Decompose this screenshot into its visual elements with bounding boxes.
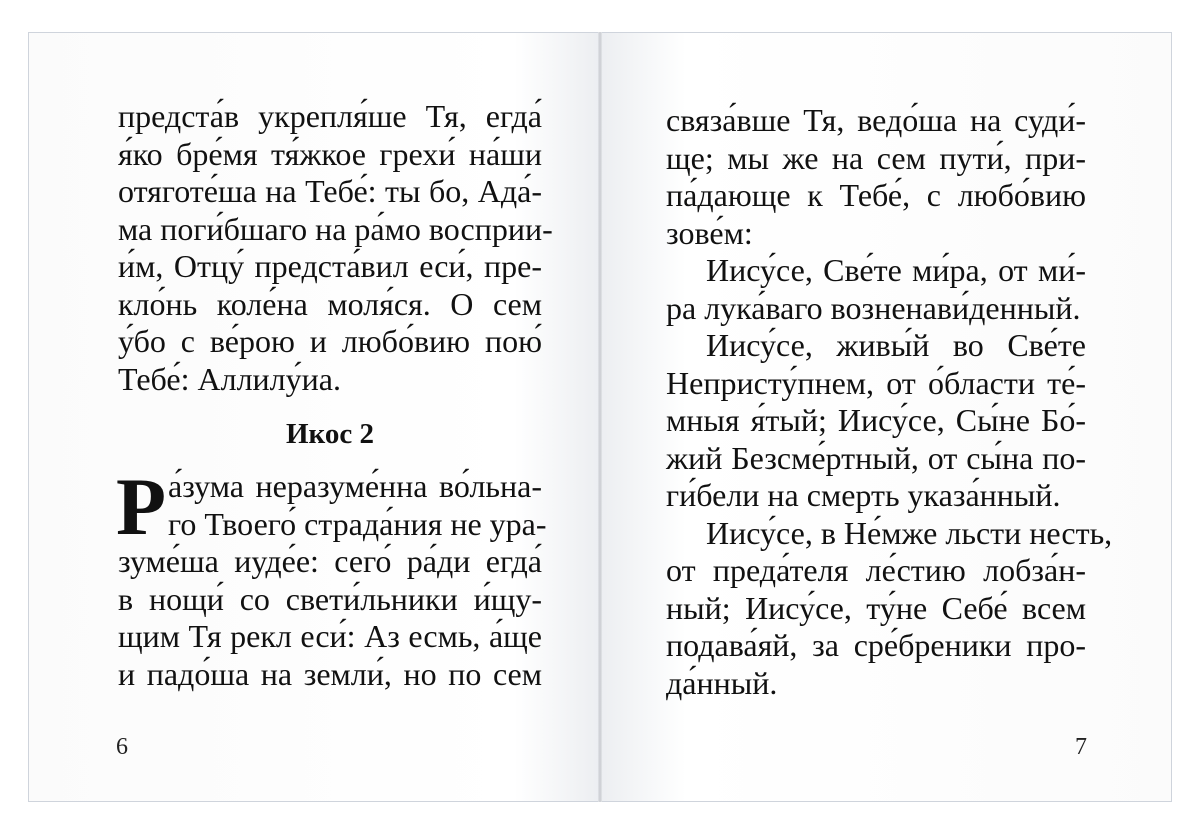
left-page-text <box>118 98 553 398</box>
text-line: Непристу́пнем, от о́бласти те́- <box>666 364 1086 401</box>
text-line: подава́яй, за сре́бреники про- <box>666 627 1086 663</box>
text-line: Иису́се, в Не́мже льсти несть, <box>706 514 1113 551</box>
text-line: щим Тя рекл еси́: Аз есмь, а́ще <box>118 618 542 654</box>
text-line: отяготе́ша на Тебе́: ты бо, Ада́- <box>118 173 542 209</box>
text-line: и падо́ша на земли́, но по сем <box>118 655 542 692</box>
text-line: предста́в укрепля́ше Тя, егда́ <box>118 98 542 134</box>
text-line: ный; Иису́се, ту́не Себе́ всем <box>666 589 1086 626</box>
text-line: в нощи́ со свети́льники и́щу- <box>118 580 542 617</box>
text-line: зуме́ша иуде́е: сего́ ра́ди егда́ <box>118 543 542 579</box>
text-line: а́зума неразуме́нна во́льна- <box>168 468 542 504</box>
ikos-text <box>116 461 547 693</box>
text-line: Иису́се, Све́те ми́ра, от ми́- <box>706 252 1086 288</box>
page-number-right: 7 <box>1075 734 1087 760</box>
text-line: у́бо с ве́рою и любо́вию пою́ <box>118 323 542 359</box>
text-line: па́дающе к Тебе́, с любо́вию <box>666 177 1086 213</box>
text-line: да́нный. <box>666 664 778 701</box>
text-line: жий Безсме́ртный, от сы́на по- <box>666 439 1086 476</box>
section-heading: Икос 2 <box>285 418 374 450</box>
book-spine <box>598 32 602 802</box>
text-line: я́ко бре́мя тя́жкое грехи́ на́ши <box>118 135 542 172</box>
text-line: го Твоего́ страда́ния не ура- <box>168 505 547 542</box>
text-line: Тебе́: Аллилу́иа. <box>118 360 341 397</box>
text-line: и́м, Отцу́ предста́вил еси́, пре- <box>118 248 542 284</box>
page-number-left: 6 <box>116 734 128 760</box>
drop-cap: Р <box>116 461 167 552</box>
text-line: мныя я́тый; Иису́се, Сы́не Бо́- <box>666 402 1086 438</box>
text-line: зове́м: <box>666 214 753 251</box>
text-line: кло́нь коле́на моля́ся. О сем <box>118 285 542 322</box>
text-line: ма поги́бшаго на ра́мо восприи- <box>118 210 553 247</box>
right-page-text <box>666 102 1113 702</box>
text-line: связа́вше Тя, ведо́ша на суди́- <box>666 102 1086 138</box>
text-line: от преда́теля ле́стию лобза́н- <box>666 552 1086 588</box>
text-line: Иису́се, живы́й во Све́те <box>706 327 1086 363</box>
text-line: ги́бели на смерть указа́нный. <box>666 477 1061 513</box>
text-line: ще; мы же на сем пути́, при- <box>666 139 1086 176</box>
text-line: ра лука́ваго возненави́денный. <box>666 289 1081 326</box>
